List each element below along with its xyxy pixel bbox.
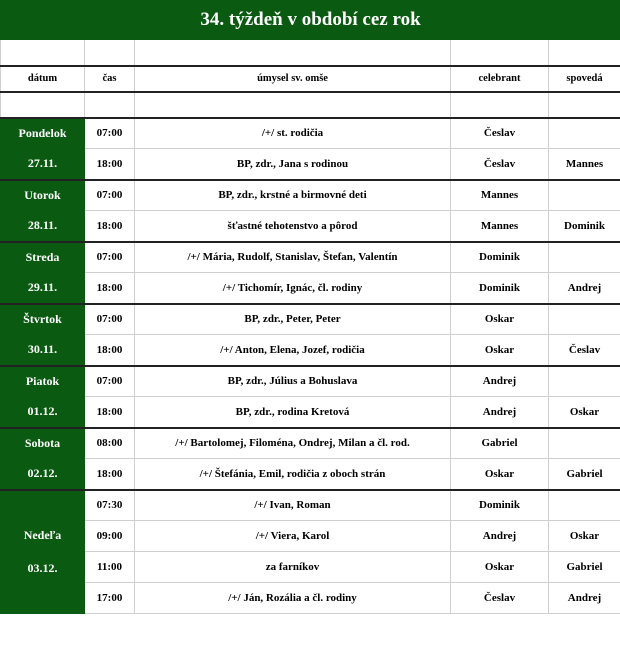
table-row [1,397,620,428]
day-date: 30.11. [1,335,85,366]
mass-intention: /+/ st. rodičia [135,118,451,149]
header-intention: úmysel sv. omše [135,66,451,92]
mass-celebrant: Oskar [451,304,549,335]
mass-confession [549,180,620,211]
table-row [1,180,620,211]
table-row [1,149,620,180]
table-row [1,428,620,459]
mass-intention: BP, zdr., Jana s rodinou [135,149,451,180]
mass-intention: /+/ Štefánia, Emil, rodičia z oboch strán [135,459,451,490]
day-date: 02.12. [1,459,85,490]
day-date: 29.11. [1,273,85,304]
mass-time: 18:00 [85,335,135,366]
mass-celebrant: Oskar [451,335,549,366]
mass-confession: Dominik [549,211,620,242]
mass-intention: /+/ Ján, Rozália a čl. rodiny [135,583,451,614]
day-date: 28.11. [1,211,85,242]
day-date: 01.12. [1,397,85,428]
mass-time: 07:00 [85,118,135,149]
mass-intention: za farníkov [135,552,451,583]
mass-celebrant: Česlav [451,583,549,614]
day-date: 27.11. [1,149,85,180]
mass-confession [549,428,620,459]
mass-time: 07:30 [85,490,135,521]
mass-confession [549,366,620,397]
mass-time: 18:00 [85,397,135,428]
mass-confession: Mannes [549,149,620,180]
mass-time: 18:00 [85,273,135,304]
mass-celebrant: Andrej [451,397,549,428]
mass-confession: Gabriel [549,552,620,583]
table-row [1,335,620,366]
table-row [1,366,620,397]
table-row [1,211,620,242]
mass-celebrant: Mannes [451,211,549,242]
table-row [1,552,620,583]
mass-intention: BP, zdr., rodina Kretová [135,397,451,428]
mass-intention: BP, zdr., Július a Bohuslava [135,366,451,397]
mass-confession [549,490,620,521]
mass-time: 07:00 [85,180,135,211]
table-row [1,273,620,304]
header-row [1,66,620,92]
day-name: Štvrtok [1,304,85,335]
mass-celebrant: Gabriel [451,428,549,459]
mass-time: 18:00 [85,149,135,180]
day-name: Utorok [1,180,85,211]
mass-confession: Oskar [549,521,620,552]
mass-celebrant: Andrej [451,521,549,552]
mass-intention: /+/ Bartolomej, Filoména, Ondrej, Milan a čl. rod. [135,428,451,459]
header-time: čas [85,66,135,92]
mass-confession: Gabriel [549,459,620,490]
mass-confession [549,242,620,273]
mass-intention: šťastné tehotenstvo a pôrod [135,211,451,242]
mass-confession: Andrej [549,273,620,304]
mass-confession: Česlav [549,335,620,366]
day-name: Piatok [1,366,85,397]
mass-confession: Andrej [549,583,620,614]
mass-time: 07:00 [85,242,135,273]
table-row [1,459,620,490]
mass-celebrant: Mannes [451,180,549,211]
mass-celebrant: Dominik [451,490,549,521]
table-row [1,490,620,521]
mass-time: 18:00 [85,211,135,242]
mass-intention: /+/ Tichomír, Ignác, čl. rodiny [135,273,451,304]
mass-celebrant: Oskar [451,552,549,583]
day-name: Sobota [1,428,85,459]
mass-confession [549,118,620,149]
table-row [1,583,620,614]
day-name: Streda [1,242,85,273]
mass-celebrant: Oskar [451,459,549,490]
header-confession: spovedá [549,66,620,92]
mass-time: 18:00 [85,459,135,490]
table-row [1,242,620,273]
table-row [1,304,620,335]
header-date: dátum [1,66,85,92]
mass-intention: /+/ Mária, Rudolf, Stanislav, Štefan, Valentín [135,242,451,273]
table-row [1,118,620,149]
header-celebrant: celebrant [451,66,549,92]
mass-intention: /+/ Anton, Elena, Jozef, rodičia [135,335,451,366]
table-row [1,521,620,552]
mass-time: 08:00 [85,428,135,459]
mass-celebrant: Dominik [451,242,549,273]
mass-celebrant: Česlav [451,149,549,180]
page-title: 34. týždeň v období cez rok [1,1,620,40]
mass-intention: BP, zdr., Peter, Peter [135,304,451,335]
mass-time: 09:00 [85,521,135,552]
mass-time: 11:00 [85,552,135,583]
mass-celebrant: Dominik [451,273,549,304]
day-date: 03.12. [27,560,58,575]
mass-time: 17:00 [85,583,135,614]
spacer-row [1,40,620,66]
mass-confession: Oskar [549,397,620,428]
mass-celebrant: Česlav [451,118,549,149]
mass-confession [549,304,620,335]
mass-intention: /+/ Ivan, Roman [135,490,451,521]
mass-intention: BP, zdr., krstné a birmovné deti [135,180,451,211]
mass-time: 07:00 [85,304,135,335]
spacer-row [1,92,620,118]
mass-celebrant: Andrej [451,366,549,397]
mass-intention: /+/ Viera, Karol [135,521,451,552]
day-name: Pondelok [1,118,85,149]
day-name: Nedeľa [23,527,62,542]
mass-time: 07:00 [85,366,135,397]
day-cell [1,490,85,614]
